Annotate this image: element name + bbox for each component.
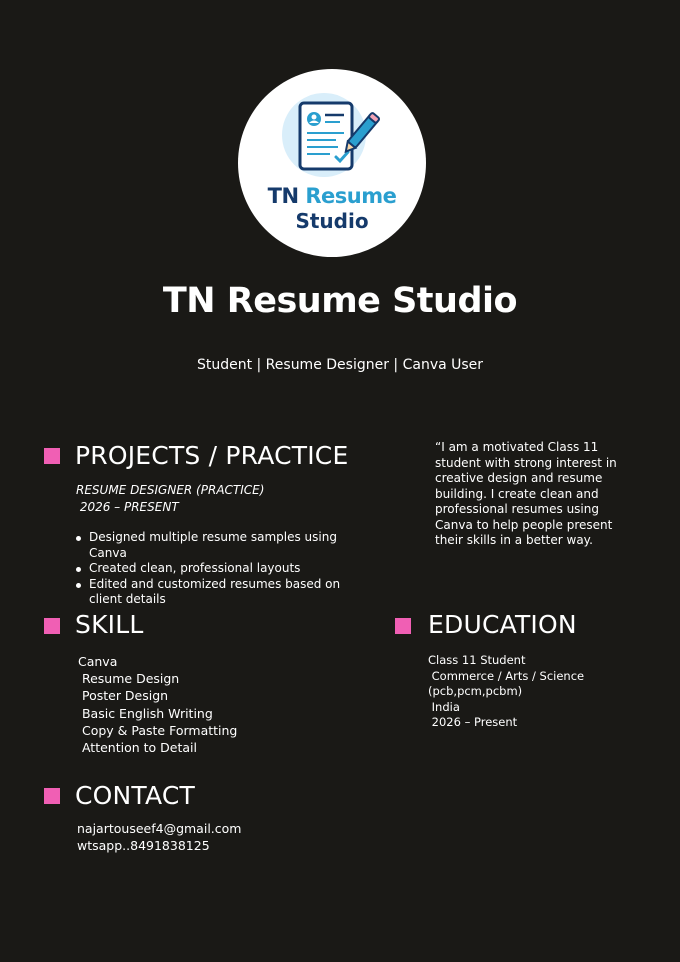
contact-heading: CONTACT <box>75 781 195 810</box>
section-marker <box>395 618 411 634</box>
project-bullets <box>89 530 359 608</box>
list-item: Created clean, professional layouts <box>89 561 359 577</box>
list-item: Resume Design <box>78 671 180 687</box>
list-item: Edited and customized resumes based on client details <box>89 577 359 608</box>
list-item: Designed multiple resume samples using Canva <box>89 530 359 561</box>
role-dates: 2026 – PRESENT <box>76 500 179 514</box>
page-title: TN Resume Studio <box>162 281 518 321</box>
list-item: Canva <box>78 654 118 669</box>
contact-email: najartouseef4@gmail.com <box>77 821 242 836</box>
logo-word-tn: TN <box>267 184 299 208</box>
skill-list <box>78 653 237 756</box>
project-role <box>76 482 264 516</box>
education-heading: EDUCATION <box>428 610 577 639</box>
list-item: Attention to Detail <box>78 740 197 756</box>
section-marker <box>44 788 60 804</box>
about-quote: “I am a motivated Class 11 student with strong interest in creative design and resume building. I create clean and professional resumes using Canva to help people present their skills in a better way. <box>435 440 617 547</box>
subtitle: Student | Resume Designer | Canva User <box>196 357 484 373</box>
contact-phone: wtsapp..8491838125 <box>77 838 210 854</box>
logo-wordmark-line1 <box>238 184 426 208</box>
skill-heading: SKILL <box>75 610 144 639</box>
list-item: Poster Design <box>78 688 169 704</box>
bullet-icon <box>76 567 81 572</box>
list-item: Copy & Paste Formatting <box>78 722 238 738</box>
education-list <box>428 653 584 731</box>
list-item: Class 11 Student <box>428 653 526 667</box>
role-title: RESUME DESIGNER (PRACTICE) <box>76 483 265 497</box>
logo-word-resume: Resume <box>305 184 397 208</box>
section-marker <box>44 448 60 464</box>
bullet-icon <box>76 583 81 588</box>
contact-list <box>77 820 241 854</box>
list-item: India <box>428 699 460 714</box>
list-item: (pcb,pcm,pcbm) <box>428 684 523 699</box>
bullet-icon <box>76 536 81 541</box>
list-item: 2026 – Present <box>428 715 518 730</box>
projects-heading: PROJECTS / PRACTICE <box>75 441 349 470</box>
list-item: Basic English Writing <box>78 705 213 721</box>
list-item: Commerce / Arts / Science <box>428 668 585 683</box>
logo-badge <box>238 69 426 257</box>
resume-document-pencil-icon <box>278 89 386 181</box>
section-marker <box>44 618 60 634</box>
logo-word-studio: Studio <box>295 209 369 233</box>
